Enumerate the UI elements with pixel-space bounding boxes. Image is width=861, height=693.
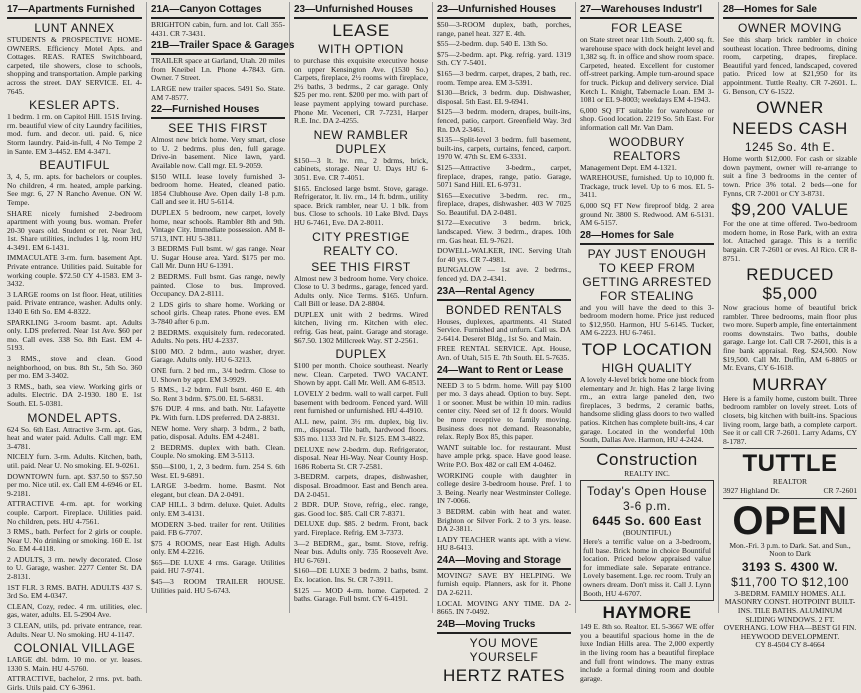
classified-ad — [437, 382, 571, 442]
ad-headline: $9,200 VALUE — [731, 200, 849, 220]
classified-ad — [580, 21, 714, 105]
classified-ad — [294, 21, 428, 40]
ad-body: DELUXE new 2-bedrm. dup. Refrigerator, disposal. Near Hi-Way. Near County Hosp. 1686 Roberta St. CR 7-2581. — [294, 444, 428, 471]
classified-ad — [580, 174, 714, 200]
ad-body: 5 RMS., 1-2 bdrm. Full bsmt. 460 E. 4th So. Rent 3 bdrm. $75.00. EL 5-6831. — [151, 385, 285, 403]
ad-body: BRIGHTON cabin, furn. and lot. Call 355-4431. CR 7-3431. — [151, 20, 285, 38]
classified-ad — [7, 158, 142, 207]
ad-body: SHARE nicely furnished 2-bedroom apartment with young bus. woman. Prefer 20-30 years old. Student or ret. Near 3rd, 1st. Share utilities, includes 1 lg. room HU 4-3491. EM 6-1431. — [7, 208, 142, 252]
classified-ad — [294, 473, 428, 499]
ad-body: $172—Executive 3 bedrm. brick, landscaped. View. 3 bedrm., drapes. 10th rm. Gas heat. EL 9-7621. — [437, 218, 571, 245]
classified-ad — [151, 405, 285, 422]
classified-ad — [437, 444, 571, 470]
ad-body: $135—Split-level 3 bedrm. full basement, built-ins, carpets, curtains, fenced, carport. 1970 W. 47th St. EM 6-3331. — [437, 135, 571, 162]
ad-list — [580, 21, 714, 228]
ad-body: LADY TEACHER wants apt. with a view. HU 8-6413. — [437, 534, 571, 553]
ad-body: DUPLEX 5 bedroom, new carpet, lovely home, near schools. Rambler 8th and 9th. Vintage City. Immediate possession. AM 8-5713, INT. HU 5-3811. — [151, 207, 285, 243]
classified-ad — [294, 587, 428, 604]
ad-body: $65—DE LUXE 4 rms. Garage. Utilities paid. HU 7-9741. — [151, 557, 285, 576]
column-unfurnished-houses-b — [432, 2, 575, 685]
ad-body: 3-BEDRM. FAMILY HOMES. ALL MASONRY CONST. HOTPOINT BUILT-INS. TILE BATHS. ALUMINUM SLIDING WINDOWS. 2 FT. OVERHANG. LOW FHA—BEST GI FIN. HEYWOOD DEVELOPMENT. — [723, 588, 857, 641]
ad-headline: OWNER — [756, 98, 824, 118]
ad-body: NICELY furn. 3-rm. Adults. Kitchen, bath, util. paid. Near U. No smoking. EL 9-0261. — [7, 452, 142, 470]
ad-headline: KESLER APTS. — [29, 98, 120, 113]
ad-body: WORKING couple with daughter in college desire 3-bedroom house. Pref. 1 to 3. Being. Nearly near Westminster College. IN 7-0066. — [437, 470, 571, 506]
ad-body: on State street near 11th South. 2,400 sq. ft. warehouse space with dock height level and 1,382 sq. ft. in office and show room space. Carpeted, heated. Excellent for customer off-street parking. Ample turn-around space for truck. Pickup and delivery service. Dial Ketch L. Knight, Tabernacle Loan. EM 3-1081 or EL 9-8003; weekdays EM 4-1943. — [580, 35, 714, 105]
ad-headline: REDUCED $5,000 — [746, 265, 834, 304]
ad-body: 624 So. 6th East. Attractive 3-rm. apt. Gas, heat and water paid. Adults. Call mgr. EM 3-4781. — [7, 424, 142, 451]
divider — [723, 448, 857, 449]
ad-body: LARGE 3-bedrm. home. Basmt. Not elegant, but clean. DA 2-0491. — [151, 481, 285, 499]
classified-ad — [437, 21, 571, 38]
classified-ad — [151, 463, 285, 480]
ad-body: Home worth $12,000. For cash or sizable down payment, owner will re-arrange to suit a fine 3 bedrooms in the center of town. Price 3% total. 2 beds—one for Fynns, CR 7-2001 or CY 3-8731. — [723, 154, 857, 198]
ad-body: 2 BEDRMS. duplex with bath. Clean. Couple. No smoking. EM 3-5113. — [151, 442, 285, 461]
section-header: 17—Apartments Furnished — [7, 4, 142, 19]
classified-ad — [437, 192, 571, 218]
ad-headline: MURRAY — [752, 374, 828, 394]
ad-list — [437, 572, 571, 617]
open-house-sale-ad — [723, 498, 857, 650]
classified-ad — [151, 444, 285, 461]
ad-subline: REALTOR — [772, 477, 808, 487]
section-header: 23—Unfurnished Houses — [437, 4, 571, 19]
ad-body: LARGE new trailer spaces. 5491 So. State. AM 7-8577. — [151, 83, 285, 102]
ad-headline: MONDEL APTS. — [27, 410, 122, 425]
ad-body: $55—2-bedrm. dup. 540 E. 13th So. — [437, 39, 548, 49]
classified-ad — [723, 140, 857, 198]
classified-ad — [437, 345, 571, 362]
ad-headline: LEASE — [332, 21, 390, 40]
classified-ad — [7, 319, 142, 353]
ad-body: $45—3 ROOM TRAILER HOUSE. Utilities paid. HU 5-6743. — [151, 577, 285, 595]
classified-ad — [7, 641, 142, 673]
section-header: 24B—Moving Trucks — [437, 619, 571, 634]
ad-body: DOWELL-WALKER, INC. Serving Utah for 40 yrs. CR 7-4981. — [437, 246, 571, 264]
ad-headline: SEE THIS FIRST — [168, 121, 268, 136]
classified-ad — [151, 121, 285, 170]
ad-headline: CITY PRESTIGE REALTY CO. — [312, 229, 410, 258]
classified-ad — [294, 446, 428, 472]
classified-ad — [7, 355, 142, 381]
classified-ad — [437, 536, 571, 553]
ad-body: $165—Executive 3-bedrm. rec. rm., fireplace, drapes, dishwasher. 403 W 7025 So. Beautiful. DA 2-0481. — [437, 190, 571, 217]
classified-ad — [437, 600, 571, 617]
classified-ad — [151, 425, 285, 442]
ad-headline: TUTTLE — [742, 450, 838, 478]
realtor-phone: CR 7-2601 — [823, 486, 857, 495]
classified-ad — [437, 89, 571, 106]
column-warehouses-homes — [575, 2, 718, 683]
ad-body: 3 BEDRM. cabin with heat and water. Brighton or Silver Fork. 2 to 3 yrs. lease. DA 2-3811. — [437, 506, 571, 534]
ad-address: 3193 S. 4300 W. — [741, 559, 839, 574]
ad-body: 149 E. 8th so. Realtor. EL 5-3667 WE offer you a beautiful spacious home in the de luxe Indian Hills area. The 2,000 expertly in the living room has a beautiful fireplace and full front windows. The many extras include a formal dining room and double garage. — [580, 622, 714, 683]
ad-body: Almost new 3 bedroom home. Very choice. Close to U. 3 bedrms., garage, fenced yard. Adults only. Nice Terms. $165. Unfurn. Call Bill or lease. DA 2-8804. — [294, 273, 428, 309]
classified-ad — [7, 500, 142, 526]
ad-list — [151, 21, 285, 38]
ad-body: $100 MO. 2 bdrm., auto washer, dryer. Garage. Adults only. HU 6-3213. — [151, 346, 285, 365]
classified-ad — [723, 375, 857, 447]
ad-list — [437, 382, 571, 553]
ad-headline: COLONIAL VILLAGE — [13, 641, 136, 656]
classified-ad — [7, 453, 142, 470]
column-homes-for-sale — [718, 2, 861, 650]
ad-headline: LUNT ANNEX — [34, 21, 115, 35]
ad-headline: SEE THIS FIRST — [311, 259, 411, 274]
classified-ad — [723, 21, 857, 96]
ad-list — [437, 303, 571, 363]
ad-headline: HAYMORE — [602, 603, 692, 623]
classified-ad — [294, 42, 428, 126]
section-header: 28—Homes for Sale — [580, 230, 714, 245]
classified-ad — [580, 361, 714, 445]
ad-hours: Mon.-Fri. 3 p.m. to Dark. Sat. and Sun., Noon to Dark — [729, 540, 851, 559]
ad-body: 3 CLEAN, utils, pd. private entrance, rear. Adults. Near U. No smoking. HU 4-1147. — [7, 621, 142, 639]
ad-body: SPARKLING 3-room basmt. apt. Adults only. LDS preferred. Near 1st Ave. $60 per mo. Call eves. 338 So. 8th East. EM 4-5193. — [7, 317, 142, 353]
ad-body: LOCAL MOVING ANY TIME. DA 2-8665. IN 7-0492. — [437, 598, 571, 617]
tuttle-realtor-ad — [723, 451, 857, 495]
classified-ad — [294, 260, 428, 309]
ad-body: 3 RMS., bath, sea view. Working girls or adults. Electric. DA 2-1930. 180 E. 1st South. EL 5-0381. — [7, 381, 142, 408]
ad-list — [294, 21, 428, 604]
classified-ad — [7, 210, 142, 253]
ad-body: $75—2-bedrm. apt. Pkg. refrig. yard. 1319 Sth. CY 7-5401. — [437, 49, 571, 68]
classified-ad — [437, 266, 571, 283]
section-header: 23—Unfurnished Houses — [294, 4, 428, 19]
classified-ad — [580, 202, 714, 228]
ad-body: BUNGALOW — 1st ave. 2 bedrms., fenced yd. DA 2-4341. — [437, 265, 571, 284]
classified-ad — [294, 347, 428, 388]
ad-body: For the one at time offered. Two-bedroom modern home, in Rose Park, with an extra lot. Attached garage. This is a terrific bargain. CR 7-2601 or eves. Al Rico. CR 8-8751. — [723, 219, 857, 263]
ad-subline: REALTY INC. — [624, 468, 670, 478]
haymore-ad — [580, 603, 714, 683]
classified-ad — [151, 301, 285, 327]
ad-body: $125 — MOD 4-rm. home. Carpeted. 2 baths. Garage. Full bsmt. CY 6-4191. — [294, 585, 428, 604]
classified-ad — [7, 675, 142, 692]
ad-body: $50—3-ROOM duplex, bath, porches, range, panel heat. 327 E. 4th. — [437, 20, 571, 38]
ad-body: Almost new brick home. Very smart, close to U. 2 bedrms. plus den, full garage. Drive-in basement. Nice lawn, yard. Available now. Call mgr. EL 9-2059. — [151, 135, 285, 170]
classified-ad — [151, 245, 285, 271]
classified-ad — [437, 108, 571, 134]
ad-body: MODERN 3-bed. trailer for rent. Utilities paid. FB 6-7707. — [151, 519, 285, 538]
ad-body: Management Dept. EM 4-1321. — [580, 162, 677, 172]
classified-ad — [7, 21, 142, 96]
classified-ad — [294, 567, 428, 584]
ad-body: 3 RMS., stove and clean. Good neighborhood, on bus. 8th St., 5th So. 360 per mo. EM 3-3402. — [7, 354, 142, 381]
classified-ad — [294, 540, 428, 566]
ad-body: $125—Attractive 3-bedrm., carpet, fireplace, drapes, range, patio. Garage, 5071 Sand Hill. EL 6-9731. — [437, 162, 571, 190]
classified-ad — [580, 135, 714, 173]
classified-ad — [7, 622, 142, 639]
classified-ad — [7, 254, 142, 288]
section-header: 21B—Trailer Space & Garages — [151, 40, 285, 55]
ad-body: to purchase this exquisite executive house on upper Kensington Ave. (1530 So.) Carpets, fireplace, 2½ rooms with fireplace, 2½ baths, 3 bedrms., 2 car garage. Only $25 per mo. rent. $200 per mo. with part of lease payment applying toward purchase. Phone Mr. Veceneri, CR 7-7231, Harper R.E. Inc. DA 2-4255. — [294, 56, 428, 126]
ad-body: 3—2 BEDRM., gar., bsmt. Stove, refrig. Near bus. Adults only. 735 Roosevelt Ave. HU 6-7691. — [294, 538, 428, 565]
ad-body: 3-BEDRM. carpets, drapes, dishwasher, disposal. Broadmoor. East and Bench area. DA 2-0451. — [294, 472, 428, 499]
classified-ad — [294, 520, 428, 537]
classified-ad — [151, 57, 285, 83]
ad-list — [723, 21, 857, 446]
ad-body: Now gracious home of beautiful brick rambler. Three bedrooms, main floor plus two more. Superb ample, fine entertainment rooms downstairs. Two baths, double garage. Large lot. Call CR 7-2601, this is a fine bank appraisal. Reg. $24,500. Now $19,500. Call Mr. Duffin, AM 6-8805 or Mr. Evans, CY 6-1618. — [723, 303, 857, 373]
classified-ad — [437, 508, 571, 534]
construction-realty-ad — [580, 450, 714, 479]
ad-list — [437, 21, 571, 284]
ad-headline: WOODBURY REALTORS — [609, 134, 685, 163]
ad-body: 2 ADULTS, 3 rm. newly decorated. Close to U. Garage, washer. 2277 Center St. DA 2-8131. — [7, 554, 142, 582]
ad-body: $75 4 ROOMS, near East High. Adults only. EM 4-2216. — [151, 538, 285, 557]
ad-body: and you will have the deed to this 3-bedroom modern home. Price just reduced to $12,950. Harmon, HU 5-6145. Tucker, AM 6-2223. HU 6-7461. — [580, 302, 714, 338]
ad-body: ALL new, paint. 3½ rm. duplex, big liv. rm., disposal. Tile bath, hardwood floors. $35 mo. 1133 3rd N. Fr. $125. EM 3-4822. — [294, 416, 428, 443]
classified-ad — [294, 128, 428, 183]
ad-body: LARGE dbl. bdrm. 10 mo. or yr. leases. 1330 S. Main. HU 4-5760. — [7, 655, 142, 673]
classified-ad — [151, 482, 285, 499]
ad-body: 1 bedrm. 1 rm. on Capitol Hill. 151S Irving. rm. beautiful view of city Laundry facilities, mod. furn. and decor. uti. paid. 6, nice Storm laundry. Paid-in-full, 4 No Tempe 2 in Sante. EM 3-4452. EM 4-3471. — [7, 112, 142, 156]
ad-headline: TOP LOCATION — [581, 340, 713, 360]
ad-body: $76 DUP. 4 rms. and bath. Ntr. Lafayette Pk. With furn. LDS preferred. DA 2-8831. — [151, 404, 285, 422]
ad-headline: BONDED RENTALS — [445, 302, 563, 317]
column-cottages-trailers-furnished — [146, 2, 295, 613]
classified-ad — [151, 521, 285, 538]
classified-ad — [151, 367, 285, 384]
classified-ad — [151, 386, 285, 403]
section-header: 22—Furnished Houses — [151, 104, 285, 119]
ad-body: WAREHOUSE, furnished. Up to 10,000 ft. Trackage, truck level. Up to 6 mos. EL 5-3411. — [580, 173, 714, 200]
ad-body: 3, 4, 5, rm. apts. for bachelors or couples. No children, 4 rm. heated, ample parking. See mgr. 6, 27 N Rancho Avenue. ON W. Tempe. — [7, 172, 142, 207]
ad-body: 3 RMS., bath. Perfect for 2 girls or couple. Near U. No drinking or smoking. 160 E. 1st So. EM 4-4118. — [7, 527, 142, 554]
ad-body: CAP HILL. 3 bdrm. deluxe. Quiet. Adults only. EM 3-4131. — [151, 500, 285, 518]
ad-list — [580, 247, 714, 445]
ad-list — [437, 636, 571, 685]
classified-ad — [294, 418, 428, 444]
classified-ad — [437, 51, 571, 68]
ad-headline: 1245 So. 4th E. — [744, 140, 836, 155]
ad-list — [151, 57, 285, 102]
classified-ad — [151, 540, 285, 557]
ad-body: 1ST FLR. 3 RMS. BATH. ADULTS 437 S. 3rd So. EM 4-0347. — [7, 582, 142, 601]
ad-headline: WITH OPTION — [318, 42, 404, 56]
section-header: 23A—Rental Agency — [437, 286, 571, 301]
ad-body: 6,000 SQ FT suitable for warehouse or shop. Good location. 2219 So. 5th East. For information call Mr. Van Dam. — [580, 105, 714, 132]
classified-ad — [151, 329, 285, 346]
classified-ad — [437, 666, 571, 685]
classified-ad — [437, 247, 571, 264]
ad-body: DOWNTOWN furn. apt. $37.50 to $57.50 per mo. Nice util. ex. Call EM 4-6946 or EL 9-2181. — [7, 471, 142, 498]
divider — [580, 447, 714, 448]
classified-ad — [294, 390, 428, 416]
ad-headline: DUPLEX — [335, 347, 387, 362]
classified-ad — [151, 85, 285, 102]
ad-body: 3 BEDRMS Full bsmt. w/ gas range. Near U. Sugar House area. Yard. $175 per mo. Call Mr. Dunn HU 6-1391. — [151, 244, 285, 271]
ad-body: NEED 3 to 5 bdrm. home. Will pay $100 per mo. 3 days ahead. Option to buy. Sept. 1 or sooner. Must be within 10 min. radius center city. Need set of 12 ft doors. Would be more receptive to family moving. Business does not demand. Reasonable, relax. Reply Box 85, this paper. — [437, 380, 571, 442]
ad-list — [7, 21, 142, 693]
ad-body: $50—$100, 1, 2, 3 bedrm. furn. 254 S. 6th West. EL 9-6891. — [151, 461, 285, 480]
realtor-address: 3927 Highland Dr. — [723, 486, 780, 495]
classified-ad — [7, 291, 142, 317]
ad-body: 2 BEDRMS. exquisitely furn. redecorated. Adults. No pets. HU 4-2337. — [151, 327, 285, 346]
classified-ad — [151, 501, 285, 518]
classified-ad — [723, 265, 857, 373]
ad-body: $160—DE LUXE 3 bedrm. 2 baths, bsmt. Ex. location. Ins. St. CR 7-3911. — [294, 566, 428, 584]
ad-headline: NEEDS CASH — [732, 119, 848, 139]
ad-body: WANT suitable loc. for restaurant. Must have ample prkg. space. Have good lease. Write P.O. Box 482 or call EM 4-0462. — [437, 442, 571, 469]
ad-body: $150 WILL lease lovely furnished 3-bedroom home. Heated, cleaned patio. 1854 Clubhouse Ave. Open daily 1-8 p.m. Call and see it. HU 5-6114. — [151, 171, 285, 207]
ad-body: Here is a family home, custom built. Three bedroom rambler on lovely street. Lots of closets, big kitchen with built-ins. Spacious living room, large bath, a complete carport. See it or call CR 7-2601. Larry Adams, CY 8-1787. — [723, 393, 857, 446]
ad-body: STUDENTS & PROSPECTIVE HOME-OWNERS. Efficiency Motel Apts. and Cottages. REAS. RATES Switchboard, carpeted, tile showers, close to schools, shopping and transportation. Ample parking across the street. DAY SERVICE. EL 4-7645. — [7, 35, 142, 96]
classified-ad — [437, 572, 571, 598]
ad-address: 6445 So. 600 East — [592, 514, 702, 529]
ad-body: A lovely 4-level brick home one block from elementary and Jr. high. Has 2 large living rm., an extra large paneled den, two fireplaces, 3 bedrms, 2 ceramic baths, handsome sliding glass doors to two walled patios. Kitchen has complete built-ins, 4 car garage. Located in the wonderful 10th South, Dallas Ave. Harmon, HU 4-2424. — [580, 375, 714, 445]
classified-ad — [437, 303, 571, 344]
classified-ad — [437, 70, 571, 87]
ad-body: $150—3 lt. hv. rm., 2 bdrms, brick, cabinets, storage. Near U. Days HU 6-3051. Eve. CR 7-4051. — [294, 155, 428, 182]
ad-body: $125—3 bedrm. modern, drapes, built-ins, fenced, patio, carport. Greenfield Way. 3rd Rn. DA 2-3461. — [437, 107, 571, 134]
ad-list — [151, 121, 285, 595]
section-header: 21A—Canyon Cottages — [151, 4, 285, 19]
column-unfurnished-houses-a — [289, 2, 432, 613]
classified-ad — [437, 164, 571, 190]
ad-body: IMMACULATE 3-rm. furn. basement Apt. Private entrance. Utilities paid. Suitable for working couple. $72.50 CY 4-1583. EM 3-3432. — [7, 253, 142, 289]
ad-price: $11,700 TO $12,100 — [731, 574, 849, 589]
ad-body: FREE RENTAL SERVICE. Apt. House, Avn. of Utah, 515 E. 7th South. EL 5-7635. — [437, 344, 571, 362]
ad-headline: HERTZ RATES — [443, 665, 565, 685]
ad-headline: YOU MOVE YOURSELF — [469, 635, 539, 664]
classified-ad — [7, 98, 142, 156]
ad-body: 3 LARGE rooms on 1st floor. Heat, utilities paid. Private entrance, washer. Adults only. 1340 E 6th So. EM 4-8322. — [7, 289, 142, 317]
classified-ad — [151, 21, 285, 38]
classified-ad — [723, 98, 857, 117]
ad-body: CLEAN, Cozy, redec. 4 rm. utilities, elec. gas, water, adults. EL 5-2904 Ave. — [7, 601, 142, 620]
ad-body: $100 per month. Choice southeast. Nearly new. Clean. Carpeted. TWO VACANT. Shown by appt. Call Mr. Well. AM 6-8513. — [294, 361, 428, 388]
ad-phones: CY 8-4504 CY 8-4664 — [755, 640, 825, 650]
classified-ad — [151, 578, 285, 595]
ad-body: DELUXE dup. $85. 2 bedrm. Front, back yard. Fireplace. Refrig. EM 3-7373. — [294, 519, 428, 537]
ad-body: 2 LDS girls to share home. Working or school girls. Cheap rates. Phone eves. EM 3-7840 after 6 p.m. — [151, 299, 285, 327]
ad-body: MOVING? SAVE BY HELPING. We furnish equip. Planners, ask for it. Phone DA 2-6211. — [437, 570, 571, 598]
classified-ad — [151, 348, 285, 365]
ad-headline: Construction — [596, 449, 698, 469]
classified-ad — [437, 636, 571, 664]
ad-headline: OWNER MOVING — [738, 21, 842, 35]
ad-address — [723, 487, 857, 496]
ad-headline: FOR LEASE — [611, 21, 683, 35]
ad-body: ATTRACTIVE, bachelor, 2 rms. pvt. bath. Girls. Utils paid. CY 6-3961. — [7, 674, 142, 692]
section-header: 24—Want to Rent or Lease — [437, 365, 571, 380]
ad-body: $165—3 bedrm. carpet, drapes, 2 bath, rec. room. Tempe area. EM 3-5391. — [437, 68, 571, 87]
classified-ad — [723, 200, 857, 263]
classified-ad — [7, 473, 142, 499]
classified-ad — [7, 556, 142, 582]
ad-body: Here's a terrific value on a 3-bedroom, full base. Brick home in choice Bountiful location. Priced below appraised value for immediate sale. Separate entrance. Lovely basement. Lge. rec room. Truly an owners dream. Don't miss it. Call J. Lynn Booth, HU 4-6707. — [583, 537, 712, 598]
classified-ad — [294, 230, 428, 258]
column-apartments-furnished — [3, 2, 146, 692]
classified-ad — [151, 209, 285, 243]
ad-body: $165. Enclosed large bsmt. Stove, garage. Refrigerator, lt. liv. rm., 14 ft. bdrm., utility space. Brick rambler, near U. 1 blk. from bus. Close to schools. 10 Lake Blvd. Days HU 6-7461, Eve. DA 2-8011. — [294, 183, 428, 227]
ad-headline: NEW RAMBLER DUPLEX — [313, 127, 409, 156]
ad-time: 3-6 p.m. — [622, 499, 671, 514]
ad-headline: BEAUTIFUL — [39, 158, 110, 173]
ad-body: 2 BDR. DUP. Stove, refrig., elec. range, gas. Good loc. $85. Call CR 7-8371. — [294, 500, 428, 518]
classified-ad — [437, 40, 571, 49]
ad-body: NEW home. Very sharp. 3 bdrm., 2 bath, patio, disposal. Adults. EM 4-2481. — [151, 423, 285, 442]
section-header: 24A—Moving and Storage — [437, 555, 571, 570]
classified-ad — [151, 173, 285, 207]
classified-ad — [580, 107, 714, 133]
classified-ad — [7, 584, 142, 601]
ad-body: See this sharp brick rambler in choice southeast location. Three bedrooms, dining room, carpeting, drapes, fireplace. Beautiful yard fenced, landscaped, covered patio. Priced low at $21,950 for its appointment. Tuttle Realty. CR 7-2601. L. G. Benson, CY 6-1522. — [723, 35, 857, 96]
ad-body: DUPLEX unit with 2 bedrms. Wired kitchen, living rm. Kitchen with elec. refrig. Gas heat, paint. Garage and storage. $67.50. 1302 Millcreek Way. ST 2-2561. — [294, 309, 428, 345]
open-house-ad — [580, 480, 714, 601]
ad-headline: PAY JUST ENOUGH TO KEEP FROM GETTING ARRESTED FOR STEALING — [582, 246, 712, 303]
classified-ad — [7, 528, 142, 554]
ad-body: ONE furn. 2 bed rm., 3/4 bedrm. Close to U. Shown by appt. EM 3-9929. — [151, 366, 285, 384]
classified-ad — [294, 311, 428, 345]
ad-body: TRAILER space at Garland, Utah. 20 miles from Kneibel Ln. Phone 4-7843. Grn. Owner. 7 Street. — [151, 56, 285, 83]
classified-ad — [437, 136, 571, 162]
ad-headline: HIGH QUALITY — [601, 361, 693, 376]
section-header: 28—Homes for Sale — [723, 4, 857, 19]
ad-body: $130—Brick, 3 bedrm. dup. Dishwasher, disposal. 5th East. EL 9-6941. — [437, 88, 571, 106]
ad-headline: OPEN — [732, 498, 848, 543]
section-header: 27—Warehouses Industr'l — [580, 4, 714, 19]
classified-ad — [723, 119, 857, 138]
ad-body: LOVELY 2 bedrm. wall to wall carpet. Full basement with bedroom. Fenced yard. Will rent furnished or unfurnished. HU 4-4910. — [294, 389, 428, 416]
classified-ad — [294, 501, 428, 518]
classified-ad — [580, 247, 714, 338]
classified-ad — [7, 383, 142, 409]
classified-ad — [437, 472, 571, 506]
ad-headline: Today's Open House — [586, 484, 708, 499]
classified-ad — [151, 559, 285, 576]
ad-label: (BOUNTIFUL) — [622, 528, 672, 538]
ad-body: 2 BEDRMS. Full bsmt. Gas range, newly painted. Close to bus. Improved. Occupancy. DA 2-8111. — [151, 272, 285, 299]
classified-ad — [151, 273, 285, 299]
classified-ad — [294, 185, 428, 228]
ad-body: ATTRACTIVE 4-rm. apt. for working couple. Carport. Fireplace. Utilities paid. No children, pets. HU 4-7561. — [7, 499, 142, 526]
ad-body: 6,000 SQ FT New fireproof bldg. 2 area ground Nr. 3800 S. Redwood. AM 6-5131. AM 6-5157. — [580, 200, 714, 228]
classified-ad — [7, 603, 142, 620]
classified-ad — [437, 219, 571, 245]
classified-ad — [7, 411, 142, 452]
classified-ad — [580, 340, 714, 359]
ad-body: Houses, duplexes, apartments. 41 Stated Service. Furnished and unfurn. Call us. DA 2-6414. Deseret Bldg., 1st So. and Main. — [437, 316, 571, 343]
